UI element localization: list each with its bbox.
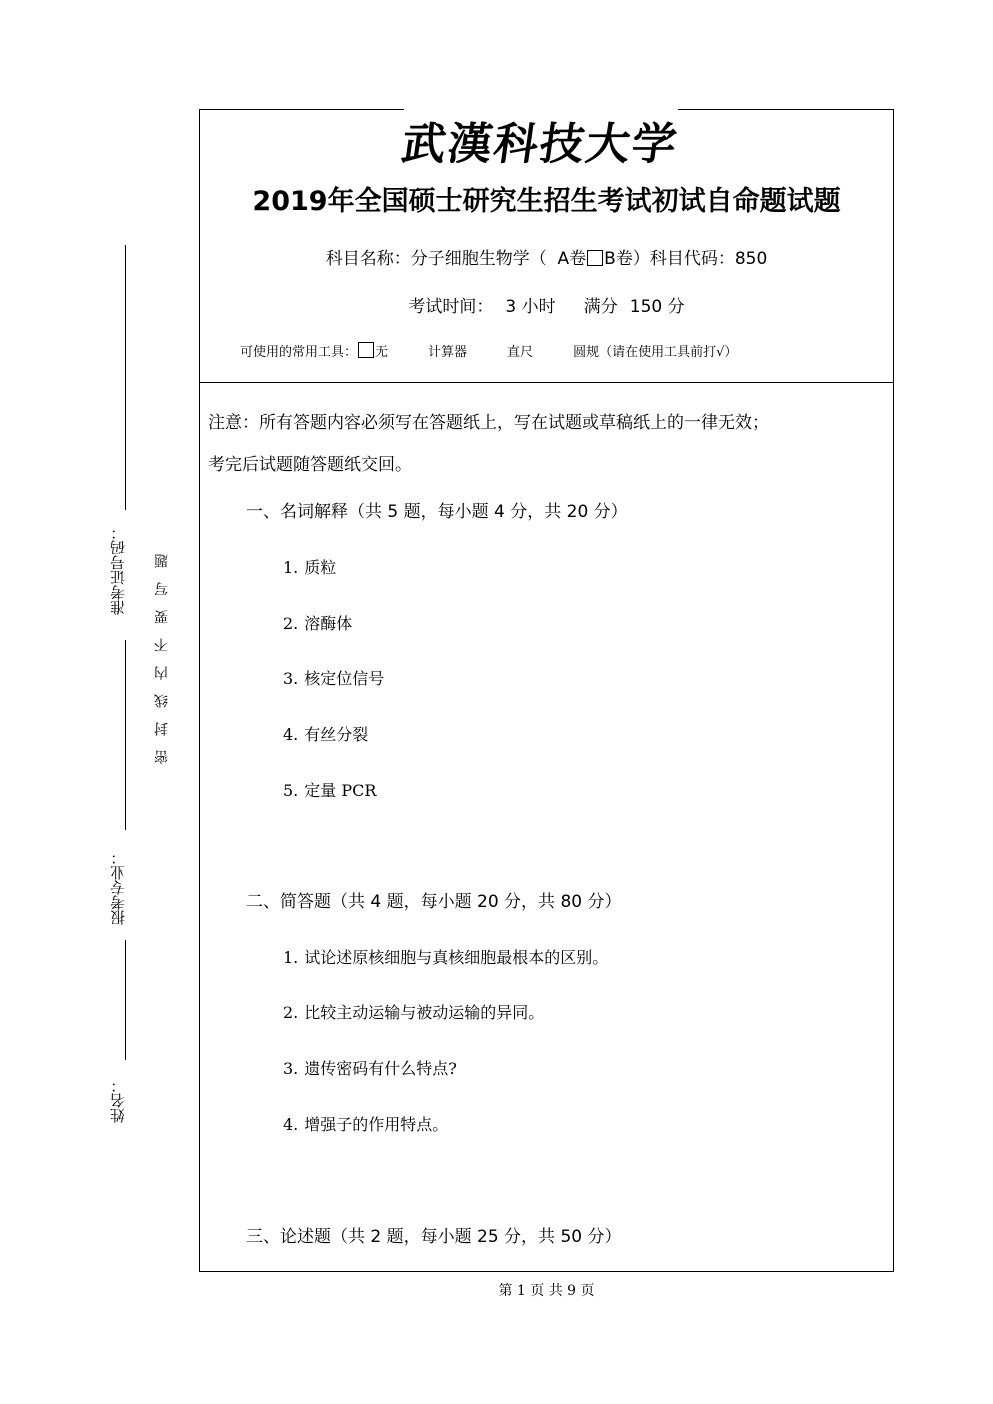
notice-line-1: 注意：所有答题内容必须写在答题纸上，写在试题或草稿纸上的一律无效； — [208, 413, 769, 433]
frame-top-gap — [404, 105, 678, 113]
question-item — [283, 1112, 448, 1138]
question-text: 试论述原核细胞与真核细胞最根本的区别。 — [304, 948, 609, 967]
subject-line — [199, 244, 894, 274]
question-item — [283, 778, 376, 804]
tools-label: 可使用的常用工具： — [240, 345, 358, 360]
admission-number-line — [125, 640, 126, 830]
seal-notice: 密封线内不要写题 — [154, 540, 170, 764]
subject-label: 科目名称： — [325, 249, 411, 269]
subject-code-value: 850 — [734, 249, 768, 269]
tool-none-label: 无 — [375, 345, 389, 360]
section-title: 二、简答题（共 4 题，每小题 20 分，共 80 分） — [246, 892, 622, 912]
exam-title: 2019年全国硕士研究生招生考试初试自命题试题 — [252, 186, 841, 217]
header-separator — [199, 382, 894, 383]
major-line — [125, 940, 126, 1060]
question-number: 1. — [283, 558, 299, 577]
notice-line-2: 考完后试题随答题纸交回。 — [208, 455, 412, 475]
question-text: 增强子的作用特点。 — [304, 1115, 449, 1134]
question-item — [283, 945, 608, 971]
tool-none-checkbox[interactable] — [358, 342, 374, 358]
question-number: 1. — [283, 948, 299, 967]
tool-ruler-label: 直尺 — [507, 345, 534, 360]
time-label: 考试时间： — [408, 297, 494, 317]
question-number: 2. — [283, 614, 299, 633]
question-text: 质粒 — [304, 558, 337, 577]
paper-b-label: B卷） — [604, 249, 650, 269]
question-number: 4. — [283, 1115, 299, 1134]
question-number: 5. — [283, 781, 299, 800]
paper-b-checkbox[interactable] — [587, 250, 603, 266]
question-number: 3. — [283, 669, 299, 688]
paper-open: （ — [529, 249, 547, 269]
question-text: 遗传密码有什么特点? — [304, 1059, 457, 1078]
section-title: 一、名词解释（共 5 题，每小题 4 分，共 20 分） — [246, 502, 628, 522]
subject-code-label: 科目代码： — [649, 249, 735, 269]
subject-name: 分子细胞生物学 — [410, 249, 530, 269]
paper-a-label: A卷 — [557, 249, 587, 269]
question-text: 定量 PCR — [304, 781, 377, 800]
notice — [208, 402, 878, 486]
question-text: 有丝分裂 — [304, 725, 369, 744]
page-footer: 第 1 页 共 9 页 — [498, 1283, 595, 1299]
question-number: 3. — [283, 1059, 299, 1078]
question-item — [283, 666, 384, 692]
time-line — [199, 292, 894, 322]
question-item — [283, 611, 352, 637]
tool-compass-label: 圆规（请在使用工具前打√） — [573, 345, 738, 360]
score-value: 150 分 — [629, 297, 685, 317]
university-logo: 武漢科技大学 — [398, 119, 682, 170]
question-number: 4. — [283, 725, 299, 744]
question-text: 溶酶体 — [304, 614, 353, 633]
name-label: 姓名： — [109, 1078, 127, 1123]
question-text: 核定位信号 — [304, 669, 385, 688]
tools-line — [240, 341, 880, 365]
binding-line-top — [125, 245, 126, 510]
question-item — [283, 1000, 544, 1026]
question-number: 2. — [283, 1003, 299, 1022]
major-label: 报考专业： — [109, 850, 127, 925]
admission-number-label: 准考证号码： — [109, 525, 127, 615]
question-item — [283, 555, 336, 581]
question-item — [283, 722, 368, 748]
time-value: 3 小时 — [505, 297, 556, 317]
question-text: 比较主动运输与被动运输的异同。 — [304, 1003, 545, 1022]
tool-calculator-label: 计算器 — [428, 345, 468, 360]
section-title: 三、论述题（共 2 题，每小题 25 分，共 50 分） — [246, 1227, 622, 1247]
question-item — [283, 1056, 457, 1082]
score-label: 满分 — [583, 297, 618, 317]
